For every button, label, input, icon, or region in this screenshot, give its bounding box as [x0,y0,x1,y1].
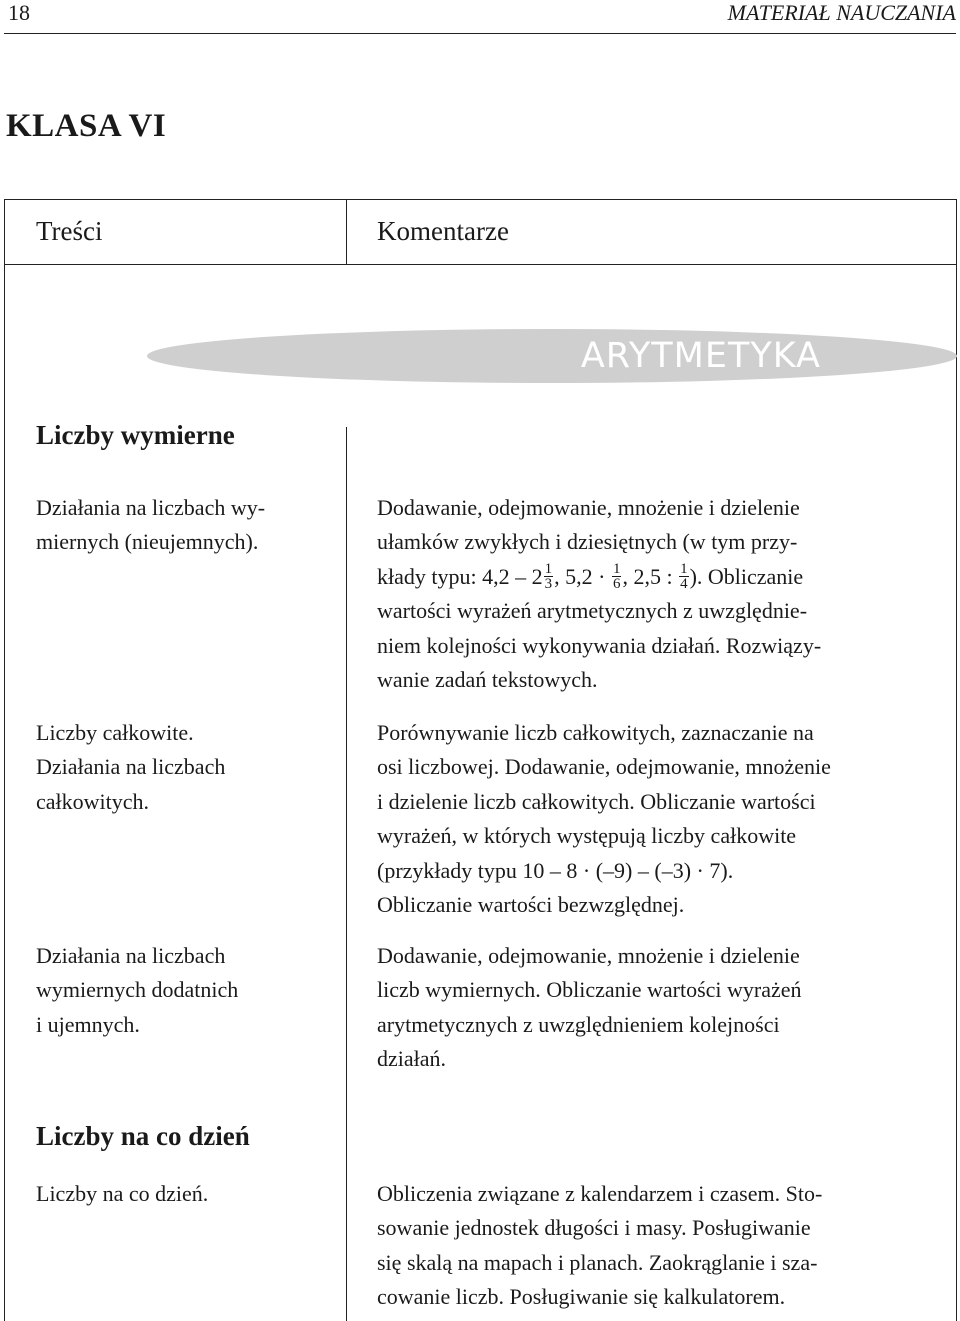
text-line: Liczby całkowite. [36,720,194,745]
table-right-border [956,199,957,1321]
text-line: wyrażeń, w których występują liczby całkowite [377,823,797,849]
text-line: arytmetycznych z uwzględnieniem kolejności [377,1011,780,1037]
text-line: miernych (nieujemnych). [36,529,259,555]
row-3-comment [377,939,802,1077]
section-title-liczby-wymierne: Liczby wymierne [36,420,235,450]
text-fragment: , 5,2 · [554,563,611,589]
text-line: Działania na liczbach wy- [36,495,266,520]
fraction [679,562,689,591]
text-line: wanie zadań tekstowych. [377,666,598,692]
table-top-border [4,199,957,200]
fraction-numerator: 1 [612,561,621,578]
text-line: niem kolejności wykonywania działań. Rozwiązy- [377,632,822,658]
text-line: (przykłady typu 10 – 8 · (–9) – (–3) · 7). [377,857,734,883]
text-fragment: , 2,5 : [622,563,679,589]
text-line-with-fractions [377,560,821,594]
text-line: wymiernych dodatnich [36,977,239,1003]
text-line: sowanie jednostek długości i masy. Posługiwanie [377,1215,811,1241]
class-title: KLASA VI [6,108,167,144]
text-line: i dzielenie liczb całkowitych. Obliczanie wartości [377,788,816,814]
text-line: i ujemnych. [36,1011,140,1037]
text-line: Liczby na co dzień. [36,1181,209,1206]
text-line: ułamków zwykłych i dziesiętnych (w tym przy- [377,529,798,555]
section-banner-label: ARYTMETYKA [580,336,821,376]
text-line: Działania na liczbach [36,754,226,780]
row-1-content [36,491,265,560]
text-line: się skalą na mapach i planach. Zaokrąglanie i sza- [377,1249,818,1275]
page-number: 18 [8,0,30,25]
row-2-content [36,716,225,819]
row-1-comment [377,491,821,697]
text-line: Obliczanie wartości bezwzględnej. [377,891,685,917]
section-title-liczby-na-co-dzien: Liczby na co dzień [36,1121,250,1151]
row-2-comment [377,716,831,922]
text-line: Obliczenia związane z kalendarzem i czasem. Sto- [377,1181,823,1206]
running-title: MATERIAŁ NAUCZANIA [727,0,956,25]
column-header-komentarze: Komentarze [377,216,509,246]
fraction-denominator: 6 [612,576,621,593]
table-left-border [4,199,5,1321]
text-line: Dodawanie, odejmowanie, mnożenie i dzielenie [377,495,800,520]
column-divider-body [346,427,347,1321]
column-header-tresci: Treści [36,216,103,246]
table-header-border [4,264,957,265]
row-4-comment [377,1177,822,1315]
text-line: Dodawanie, odejmowanie, mnożenie i dzielenie [377,943,800,968]
header-rule [4,33,956,34]
fraction-numerator: 1 [544,561,553,578]
text-line: całkowitych. [36,788,150,814]
text-line: działań. [377,1046,447,1072]
fraction [544,562,554,591]
column-divider-header [346,199,347,264]
text-line: liczb wymiernych. Obliczanie wartości wyrażeń [377,977,802,1003]
fraction-denominator: 4 [680,576,688,593]
text-line: Porównywanie liczb całkowitych, zaznaczanie na [377,720,814,745]
text-line: wartości wyrażeń arytmetycznych z uwzględnie- [377,598,808,624]
text-line: Działania na liczbach [36,943,226,968]
row-4-content [36,1177,208,1211]
fraction [612,562,622,591]
text-line: cowanie liczb. Posługiwanie się kalkulatorem. [377,1284,786,1310]
text-line: osi liczbowej. Dodawanie, odejmowanie, mnożenie [377,754,831,780]
text-fragment: ). Obliczanie [689,563,804,589]
fraction-numerator: 1 [680,561,688,578]
fraction-denominator: 3 [544,576,553,593]
text-fragment: kłady typu: 4,2 – 2 [377,563,543,589]
row-3-content [36,939,238,1042]
